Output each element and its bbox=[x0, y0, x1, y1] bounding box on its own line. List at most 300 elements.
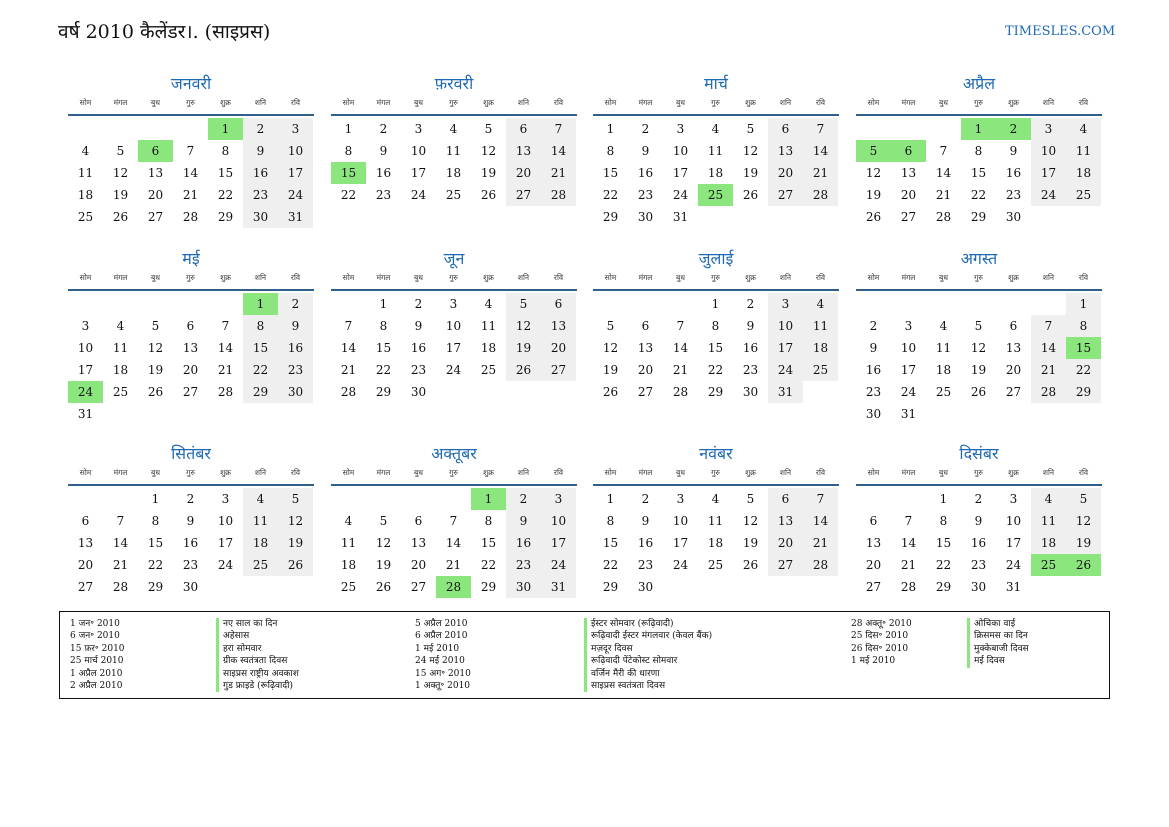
weekday-label: गुरु bbox=[449, 468, 458, 477]
month-10 bbox=[331, 442, 577, 598]
weekday-label: रवि bbox=[553, 98, 564, 107]
day-cell: 4 bbox=[116, 319, 125, 333]
day-cell: 6 bbox=[641, 319, 650, 333]
day-cell: 13 bbox=[147, 166, 164, 180]
day-cell: 5 bbox=[116, 144, 125, 158]
day-cell: 24 bbox=[1031, 184, 1066, 206]
day-cell: 30 bbox=[278, 381, 313, 403]
day-cell: 21 bbox=[1031, 359, 1066, 381]
legend-entry: 24 मई 2010 bbox=[415, 656, 465, 667]
day-grid bbox=[68, 488, 314, 598]
weekday-header bbox=[593, 271, 839, 291]
weekday-label: गुरु bbox=[449, 98, 458, 107]
day-cell: 19 bbox=[742, 166, 759, 180]
empty-cell bbox=[628, 293, 663, 315]
day-cell: 14 bbox=[803, 140, 838, 162]
legend-entry: 1 अक्तू॰ 2010 bbox=[415, 681, 471, 692]
day-cell: 14 bbox=[900, 536, 917, 550]
empty-cell bbox=[173, 293, 208, 315]
day-cell: 20 bbox=[865, 558, 882, 572]
weekday-label: गुरु bbox=[974, 273, 983, 282]
weekday-label: शुक्र bbox=[745, 98, 756, 107]
day-cell: 11 bbox=[112, 341, 129, 355]
weekday-label: सोम bbox=[79, 273, 92, 282]
weekday-label: सोम bbox=[867, 98, 880, 107]
month-name: जुलाई bbox=[698, 249, 734, 268]
day-cell: 4 bbox=[711, 122, 720, 136]
day-cell: 26 bbox=[506, 359, 541, 381]
empty-cell bbox=[173, 118, 208, 140]
day-cell: 22 bbox=[243, 359, 278, 381]
empty-cell bbox=[891, 293, 926, 315]
weekday-label: रवि bbox=[1078, 468, 1089, 477]
day-cell: 8 bbox=[606, 514, 615, 528]
weekday-label: शनि bbox=[779, 468, 792, 477]
day-cell: 19 bbox=[602, 363, 619, 377]
legend-names-2 bbox=[584, 618, 712, 692]
weekday-label: बुध bbox=[151, 273, 160, 282]
day-grid bbox=[856, 293, 1102, 425]
day-cell: 7 bbox=[449, 514, 458, 528]
day-cell: 18 bbox=[935, 363, 952, 377]
weekday-label: शनि bbox=[517, 98, 530, 107]
day-cell: 21 bbox=[803, 532, 838, 554]
day-cell: 11 bbox=[935, 341, 952, 355]
weekday-header bbox=[593, 96, 839, 116]
day-cell: 9 bbox=[506, 510, 541, 532]
day-cell: 19 bbox=[970, 363, 987, 377]
day-cell: 17 bbox=[768, 337, 803, 359]
legend-entry: 6 अप्रैल 2010 bbox=[415, 631, 468, 642]
day-cell: 27 bbox=[147, 210, 164, 224]
day-cell: 8 bbox=[344, 144, 353, 158]
day-cell: 28 bbox=[935, 210, 952, 224]
day-grid bbox=[331, 293, 577, 403]
day-cell: 21 bbox=[541, 162, 576, 184]
day-cell: 2 bbox=[746, 297, 755, 311]
day-cell: 2 bbox=[974, 492, 983, 506]
weekday-label: सोम bbox=[342, 468, 355, 477]
day-cell: 13 bbox=[541, 315, 576, 337]
legend-entry: मुक्केबाजी दिवस bbox=[967, 643, 1029, 655]
day-cell: 19 bbox=[147, 363, 164, 377]
legend-entry: 5 अप्रैल 2010 bbox=[415, 619, 468, 629]
day-cell: 21 bbox=[900, 558, 917, 572]
day-cell: 17 bbox=[1031, 162, 1066, 184]
weekday-label: मंगल bbox=[638, 273, 653, 282]
day-cell: 9 bbox=[379, 144, 388, 158]
day-cell: 16 bbox=[865, 363, 882, 377]
page-title: वर्ष 2010 कैलेंडर।. (साइप्रस) bbox=[58, 21, 271, 43]
holiday-day: 1 bbox=[208, 118, 243, 140]
day-cell: 5 bbox=[746, 492, 755, 506]
month-name: अक्तूबर bbox=[431, 444, 477, 463]
weekday-header bbox=[331, 466, 577, 486]
day-cell: 25 bbox=[480, 363, 497, 377]
weekday-label: शुक्र bbox=[1008, 98, 1019, 107]
day-cell: 27 bbox=[768, 184, 803, 206]
empty-cell bbox=[856, 293, 891, 315]
day-cell: 4 bbox=[711, 492, 720, 506]
holiday-day: 15 bbox=[331, 162, 366, 184]
empty-cell bbox=[103, 293, 138, 315]
day-cell: 13 bbox=[865, 536, 882, 550]
day-cell: 17 bbox=[410, 166, 427, 180]
day-cell: 12 bbox=[865, 166, 882, 180]
day-cell: 27 bbox=[182, 385, 199, 399]
day-cell: 23 bbox=[278, 359, 313, 381]
month-8 bbox=[856, 247, 1102, 425]
day-cell: 11 bbox=[77, 166, 94, 180]
day-cell: 24 bbox=[672, 558, 689, 572]
month-2 bbox=[331, 72, 577, 206]
holiday-day: 2 bbox=[996, 118, 1031, 140]
weekday-label: शनि bbox=[1042, 98, 1055, 107]
day-cell: 7 bbox=[221, 319, 230, 333]
empty-cell bbox=[331, 293, 366, 315]
day-cell: 26 bbox=[375, 580, 392, 594]
day-cell: 3 bbox=[1009, 492, 1018, 506]
day-cell: 17 bbox=[77, 363, 94, 377]
day-cell: 27 bbox=[768, 554, 803, 576]
day-cell: 11 bbox=[1031, 510, 1066, 532]
day-cell: 21 bbox=[217, 363, 234, 377]
day-cell: 16 bbox=[410, 341, 427, 355]
day-cell: 12 bbox=[742, 514, 759, 528]
legend-entry: ग्रीक स्वतंत्रता दिवस bbox=[216, 655, 299, 667]
day-cell: 1 bbox=[711, 297, 720, 311]
day-grid bbox=[593, 488, 839, 598]
month-name: फ़रवरी bbox=[434, 74, 474, 93]
day-cell: 12 bbox=[1066, 510, 1101, 532]
day-cell: 28 bbox=[1031, 381, 1066, 403]
empty-cell bbox=[891, 118, 926, 140]
day-cell: 14 bbox=[935, 166, 952, 180]
day-cell: 11 bbox=[445, 144, 462, 158]
day-cell: 22 bbox=[935, 558, 952, 572]
weekday-label: शुक्र bbox=[483, 98, 494, 107]
day-cell: 4 bbox=[449, 122, 458, 136]
day-cell: 21 bbox=[340, 363, 357, 377]
day-cell: 27 bbox=[900, 210, 917, 224]
day-cell: 10 bbox=[278, 140, 313, 162]
day-cell: 13 bbox=[410, 536, 427, 550]
day-cell: 3 bbox=[768, 293, 803, 315]
weekday-label: रवि bbox=[290, 273, 301, 282]
day-grid bbox=[68, 293, 314, 425]
day-cell: 16 bbox=[1005, 166, 1022, 180]
day-cell: 18 bbox=[77, 188, 94, 202]
weekday-label: बुध bbox=[151, 98, 160, 107]
legend-entry: अहेसास bbox=[216, 630, 299, 642]
legend-entry: रूढ़िवादी ईस्टर मंगलवार (केवल बैंक) bbox=[584, 630, 712, 642]
day-cell: 22 bbox=[707, 363, 724, 377]
holiday-day: 6 bbox=[138, 140, 173, 162]
day-cell: 20 bbox=[182, 363, 199, 377]
day-cell: 6 bbox=[869, 514, 878, 528]
day-cell: 9 bbox=[869, 341, 878, 355]
month-6 bbox=[331, 247, 577, 403]
weekday-label: शुक्र bbox=[483, 273, 494, 282]
day-cell: 13 bbox=[506, 140, 541, 162]
weekday-header bbox=[331, 271, 577, 291]
weekday-label: मंगल bbox=[113, 273, 128, 282]
day-cell: 29 bbox=[147, 580, 164, 594]
day-cell: 16 bbox=[637, 166, 654, 180]
day-cell: 7 bbox=[344, 319, 353, 333]
weekday-label: बुध bbox=[676, 98, 685, 107]
weekday-label: गुरु bbox=[974, 98, 983, 107]
holiday-day: 5 bbox=[856, 140, 891, 162]
weekday-label: मंगल bbox=[901, 273, 916, 282]
day-cell: 5 bbox=[278, 488, 313, 510]
weekday-label: मंगल bbox=[113, 98, 128, 107]
day-cell: 25 bbox=[445, 188, 462, 202]
day-cell: 4 bbox=[1066, 118, 1101, 140]
day-cell: 27 bbox=[77, 580, 94, 594]
day-cell: 30 bbox=[865, 407, 882, 421]
weekday-label: मंगल bbox=[901, 98, 916, 107]
day-cell: 6 bbox=[81, 514, 90, 528]
day-cell: 3 bbox=[541, 488, 576, 510]
day-cell: 17 bbox=[1005, 536, 1022, 550]
weekday-label: रवि bbox=[815, 98, 826, 107]
day-cell: 1 bbox=[606, 122, 615, 136]
day-cell: 10 bbox=[900, 341, 917, 355]
day-cell: 16 bbox=[637, 536, 654, 550]
weekday-label: सोम bbox=[604, 273, 617, 282]
empty-cell bbox=[68, 488, 103, 510]
day-cell: 13 bbox=[182, 341, 199, 355]
day-cell: 7 bbox=[541, 118, 576, 140]
day-cell: 29 bbox=[707, 385, 724, 399]
day-cell: 14 bbox=[445, 536, 462, 550]
empty-cell bbox=[138, 293, 173, 315]
weekday-label: बुध bbox=[414, 468, 423, 477]
day-cell: 3 bbox=[676, 492, 685, 506]
day-cell: 20 bbox=[637, 363, 654, 377]
weekday-label: शुक्र bbox=[220, 98, 231, 107]
weekday-label: मंगल bbox=[113, 468, 128, 477]
weekday-label: बुध bbox=[414, 273, 423, 282]
day-cell: 24 bbox=[217, 558, 234, 572]
weekday-label: गुरु bbox=[711, 468, 720, 477]
day-cell: 19 bbox=[865, 188, 882, 202]
site-link[interactable]: TIMESLES.COM bbox=[1005, 24, 1116, 39]
day-cell: 24 bbox=[445, 363, 462, 377]
day-cell: 25 bbox=[707, 558, 724, 572]
day-cell: 12 bbox=[375, 536, 392, 550]
day-cell: 3 bbox=[81, 319, 90, 333]
weekday-label: गुरु bbox=[974, 468, 983, 477]
day-cell: 23 bbox=[410, 363, 427, 377]
day-cell: 21 bbox=[182, 188, 199, 202]
weekday-label: शुक्र bbox=[1008, 468, 1019, 477]
day-cell: 28 bbox=[340, 385, 357, 399]
day-cell: 10 bbox=[77, 341, 94, 355]
legend-entry: क्रिसमस का दिन bbox=[967, 630, 1029, 642]
day-cell: 25 bbox=[243, 554, 278, 576]
day-cell: 13 bbox=[768, 140, 803, 162]
day-cell: 23 bbox=[243, 184, 278, 206]
day-cell: 31 bbox=[768, 381, 803, 403]
day-cell: 31 bbox=[900, 407, 917, 421]
day-cell: 17 bbox=[672, 536, 689, 550]
day-cell: 20 bbox=[1005, 363, 1022, 377]
day-cell: 8 bbox=[221, 144, 230, 158]
day-cell: 20 bbox=[900, 188, 917, 202]
empty-cell bbox=[331, 488, 366, 510]
day-cell: 27 bbox=[637, 385, 654, 399]
day-cell: 9 bbox=[974, 514, 983, 528]
day-cell: 2 bbox=[641, 122, 650, 136]
day-cell: 24 bbox=[1005, 558, 1022, 572]
day-cell: 4 bbox=[484, 297, 493, 311]
empty-cell bbox=[996, 293, 1031, 315]
day-cell: 29 bbox=[1066, 381, 1101, 403]
weekday-label: रवि bbox=[290, 468, 301, 477]
legend-entry: मई दिवस bbox=[967, 655, 1029, 667]
holiday-day: 1 bbox=[243, 293, 278, 315]
day-cell: 31 bbox=[1005, 580, 1022, 594]
day-cell: 14 bbox=[182, 166, 199, 180]
day-cell: 21 bbox=[445, 558, 462, 572]
weekday-header bbox=[856, 96, 1102, 116]
day-cell: 3 bbox=[904, 319, 913, 333]
month-name: मई bbox=[182, 249, 200, 268]
holiday-day: 6 bbox=[891, 140, 926, 162]
day-cell: 15 bbox=[602, 166, 619, 180]
day-cell: 22 bbox=[217, 188, 234, 202]
day-cell: 4 bbox=[344, 514, 353, 528]
holiday-legend bbox=[59, 611, 1110, 699]
holiday-day: 26 bbox=[1066, 554, 1101, 576]
legend-entry: 15 अग॰ 2010 bbox=[415, 668, 471, 679]
day-cell: 18 bbox=[243, 532, 278, 554]
day-cell: 22 bbox=[340, 188, 357, 202]
day-cell: 15 bbox=[217, 166, 234, 180]
weekday-label: शुक्र bbox=[745, 273, 756, 282]
weekday-label: मंगल bbox=[376, 273, 391, 282]
day-cell: 10 bbox=[445, 319, 462, 333]
day-cell: 19 bbox=[480, 166, 497, 180]
day-cell: 30 bbox=[1005, 210, 1022, 224]
legend-entry: साइप्रस स्वतंत्रता दिवस bbox=[584, 680, 712, 692]
empty-cell bbox=[926, 118, 961, 140]
day-cell: 4 bbox=[81, 144, 90, 158]
day-cell: 7 bbox=[1031, 315, 1066, 337]
day-cell: 5 bbox=[379, 514, 388, 528]
day-cell: 5 bbox=[746, 122, 755, 136]
day-cell: 28 bbox=[803, 554, 838, 576]
legend-dates-2 bbox=[415, 618, 471, 692]
day-cell: 12 bbox=[278, 510, 313, 532]
day-cell: 19 bbox=[506, 337, 541, 359]
day-cell: 15 bbox=[970, 166, 987, 180]
day-cell: 10 bbox=[410, 144, 427, 158]
day-cell: 26 bbox=[970, 385, 987, 399]
day-cell: 26 bbox=[742, 558, 759, 572]
day-cell: 7 bbox=[803, 488, 838, 510]
day-cell: 18 bbox=[1031, 532, 1066, 554]
day-cell: 2 bbox=[243, 118, 278, 140]
day-cell: 25 bbox=[935, 385, 952, 399]
day-cell: 11 bbox=[707, 514, 724, 528]
day-cell: 15 bbox=[707, 341, 724, 355]
day-cell: 15 bbox=[480, 536, 497, 550]
empty-cell bbox=[856, 118, 891, 140]
day-cell: 27 bbox=[410, 580, 427, 594]
legend-entry: मज़दूर दिवस bbox=[584, 643, 712, 655]
day-cell: 2 bbox=[379, 122, 388, 136]
day-cell: 19 bbox=[375, 558, 392, 572]
month-11 bbox=[593, 442, 839, 598]
weekday-label: मंगल bbox=[376, 468, 391, 477]
day-cell: 9 bbox=[186, 514, 195, 528]
weekday-label: बुध bbox=[676, 273, 685, 282]
day-cell: 30 bbox=[506, 576, 541, 598]
empty-cell bbox=[926, 293, 961, 315]
legend-entry: 25 मार्च 2010 bbox=[70, 656, 124, 667]
day-cell: 16 bbox=[970, 536, 987, 550]
legend-entry: 1 अप्रैल 2010 bbox=[70, 668, 123, 679]
day-cell: 10 bbox=[217, 514, 234, 528]
day-cell: 14 bbox=[340, 341, 357, 355]
day-cell: 20 bbox=[147, 188, 164, 202]
month-name: जनवरी bbox=[170, 74, 212, 93]
day-cell: 18 bbox=[707, 166, 724, 180]
day-cell: 7 bbox=[904, 514, 913, 528]
legend-names-1 bbox=[216, 618, 299, 692]
weekday-label: शनि bbox=[254, 468, 267, 477]
month-name: मार्च bbox=[704, 74, 728, 93]
day-grid bbox=[593, 118, 839, 228]
holiday-day: 28 bbox=[436, 576, 471, 598]
day-cell: 15 bbox=[935, 536, 952, 550]
day-cell: 7 bbox=[803, 118, 838, 140]
day-cell: 2 bbox=[186, 492, 195, 506]
empty-cell bbox=[68, 118, 103, 140]
day-cell: 14 bbox=[112, 536, 129, 550]
legend-dates-3 bbox=[851, 618, 912, 668]
day-cell: 15 bbox=[147, 536, 164, 550]
weekday-label: शनि bbox=[517, 468, 530, 477]
weekday-label: रवि bbox=[553, 468, 564, 477]
day-cell: 6 bbox=[1009, 319, 1018, 333]
day-cell: 8 bbox=[711, 319, 720, 333]
empty-cell bbox=[593, 293, 628, 315]
day-cell: 19 bbox=[112, 188, 129, 202]
weekday-label: शनि bbox=[517, 273, 530, 282]
day-cell: 1 bbox=[939, 492, 948, 506]
day-cell: 21 bbox=[112, 558, 129, 572]
day-cell: 23 bbox=[970, 558, 987, 572]
day-cell: 16 bbox=[278, 337, 313, 359]
day-cell: 14 bbox=[803, 510, 838, 532]
weekday-header bbox=[331, 96, 577, 116]
day-cell: 9 bbox=[641, 514, 650, 528]
day-cell: 12 bbox=[602, 341, 619, 355]
day-cell: 22 bbox=[970, 188, 987, 202]
day-cell: 16 bbox=[375, 166, 392, 180]
day-cell: 10 bbox=[1031, 140, 1066, 162]
day-cell: 28 bbox=[182, 210, 199, 224]
legend-entry: 26 दिस॰ 2010 bbox=[851, 643, 909, 654]
day-cell: 27 bbox=[1005, 385, 1022, 399]
weekday-header bbox=[68, 271, 314, 291]
day-cell: 1 bbox=[344, 122, 353, 136]
legend-entry: 1 मई 2010 bbox=[415, 643, 460, 654]
